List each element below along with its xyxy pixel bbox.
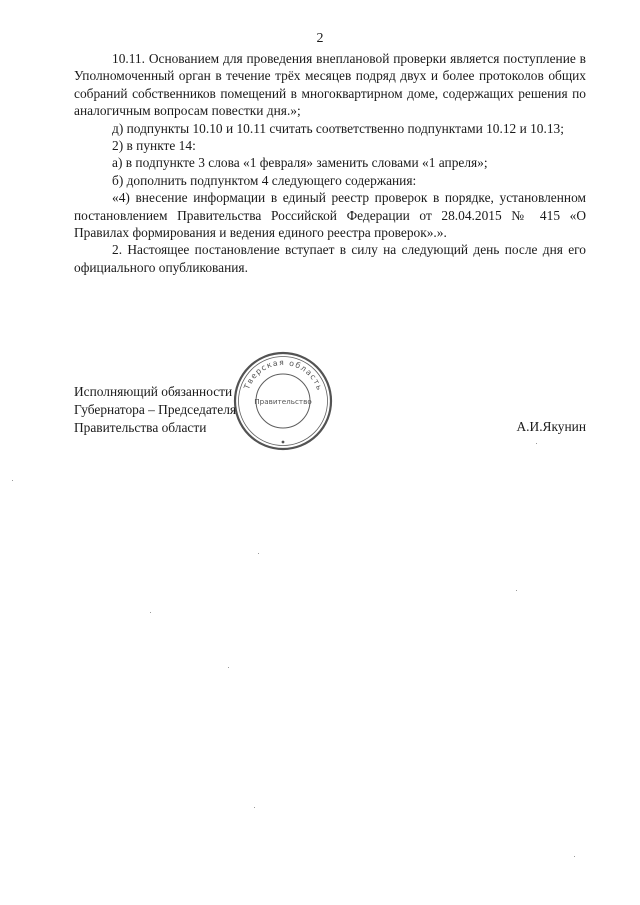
signatory-title bbox=[74, 383, 236, 437]
scan-speck bbox=[258, 553, 259, 554]
official-seal-stamp bbox=[232, 350, 334, 452]
paragraph-subpoint-a: а) в подпункте 3 слова «1 февраля» заменить словами «1 апреля»; bbox=[112, 155, 488, 171]
scan-speck bbox=[12, 480, 13, 481]
paragraph-10-11: 10.11. Основанием для проведения внеплановой проверки является поступление в Уполномоченный орган в течение трёх месяцев подряд двух и более протоколов общих собраний собственников помещений в многоквартирном доме, содержащих решения по аналогичным вопросам повестки дня.»; bbox=[74, 51, 586, 119]
paragraph-new-subpoint-4: «4) внесение информации в единый реестр проверок в порядке, установленном постановлением Правительства Российской Федерации от 28.04.2015 № 415 «О Правилах формирования и ведения единого реестра проверок».». bbox=[74, 190, 586, 241]
scan-speck bbox=[536, 443, 537, 444]
document-body bbox=[74, 50, 586, 276]
signatory-title-line-2: Губернатора – Председателя bbox=[74, 402, 237, 417]
paragraph-entry-into-force: 2. Настоящее постановление вступает в силу на следующий день после дня его официального опубликования. bbox=[74, 242, 586, 275]
paragraph-subpoint-b: б) дополнить подпунктом 4 следующего содержания: bbox=[112, 172, 417, 188]
paragraph-subpoint-d: д) подпункты 10.10 и 10.11 считать соответственно подпунктами 10.12 и 10.13; bbox=[112, 120, 564, 136]
scan-speck bbox=[150, 612, 151, 613]
stamp-center-text: Правительство bbox=[254, 397, 312, 406]
stamp-ring-text: Тверская область bbox=[242, 357, 325, 393]
page-number: 2 bbox=[316, 31, 324, 46]
signatory-title-line-3: Правительства области bbox=[74, 420, 207, 435]
signatory-name: А.И.Якунин bbox=[516, 419, 586, 434]
signatory-title-line-1: Исполняющий обязанности bbox=[74, 384, 233, 399]
scan-speck bbox=[574, 856, 575, 857]
scan-speck bbox=[516, 590, 517, 591]
paragraph-point-14: 2) в пункте 14: bbox=[112, 138, 196, 154]
scan-speck bbox=[254, 807, 255, 808]
scan-speck bbox=[228, 667, 229, 668]
